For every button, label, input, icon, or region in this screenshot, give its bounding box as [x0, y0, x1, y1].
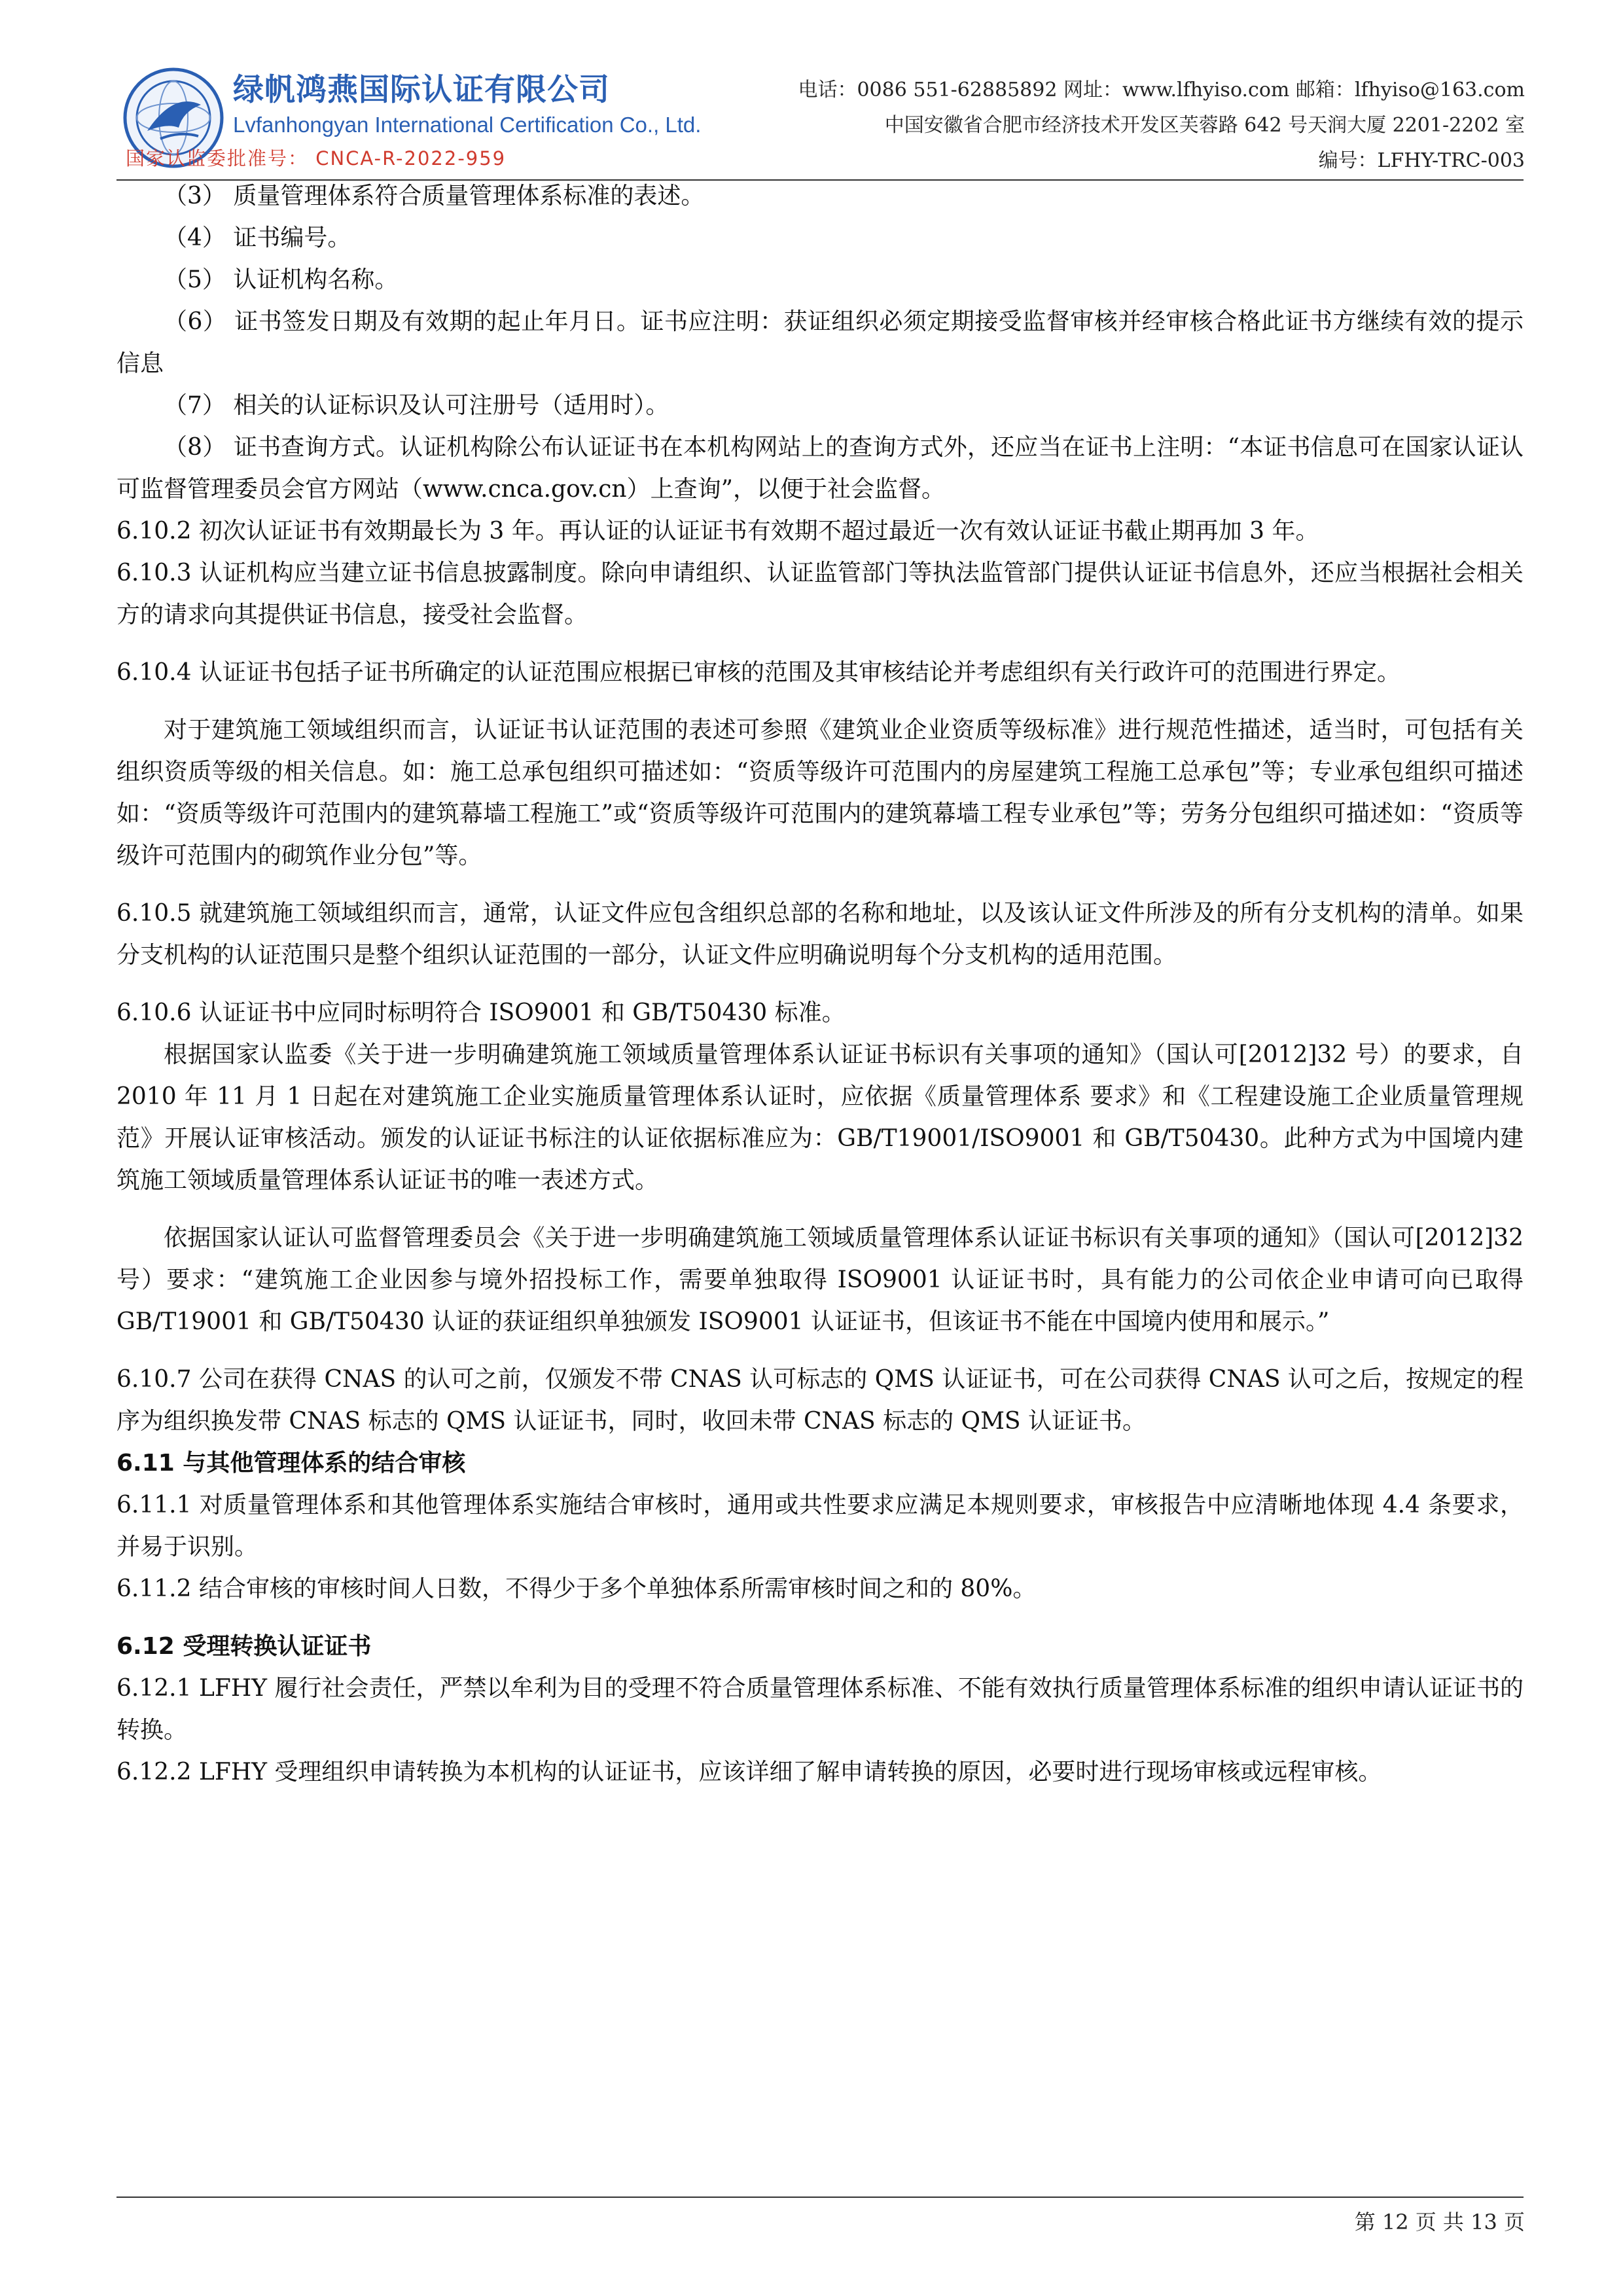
overseas-tender-paragraph: 依据国家认证认可监督管理委员会《关于进一步明确建筑施工领域质量管理体系认证证书标识有关事项的通知》（国认可[2012]32 号）要求：“建筑施工企业因参与境外招投标工作，需要单独取得 ISO9001 认证证书时，具有能力的公司依企业申请可向已取得 GB/T19001 和 GB/T50430 认证的获证组织单独颁发 ISO9001 认证证书，但该证书不能在中国境内使用和展示。” [116, 1225, 1524, 1335]
clause-6-10-2: 6.10.2 初次认证证书有效期最长为 3 年。再认证的认证证书有效期不超过最近一次有效认证证书截止期再加 3 年。 [116, 518, 1319, 545]
list-item-7: （7） 相关的认证标识及认可注册号（适用时）。 [164, 392, 669, 419]
document-number: 编号：LFHY-TRC-003 [1318, 149, 1525, 172]
section-heading-6-12: 6.12 受理转换认证证书 [116, 1633, 372, 1660]
section-heading-6-11: 6.11 与其他管理体系的结合审核 [116, 1450, 466, 1477]
contact-info: 电话：0086 551-62885892 网址：www.lfhyiso.com 邮箱：lfhyiso@163.com [798, 79, 1525, 101]
list-item-3: （3） 质量管理体系符合质量管理体系标准的表述。 [164, 183, 705, 209]
construction-scope-paragraph: 对于建筑施工领域组织而言，认证证书认证范围的表述可参照《建筑业企业资质等级标准》进行规范性描述，适当时，可包括有关组织资质等级的相关信息。如：施工总承包组织可描述如：“资质等级许可范围内的房屋建筑工程施工总承包”等；专业承包组织可描述如：“资质等级许可范围内的建筑幕墙工程施工”或“资质等级许可范围内的建筑幕墙工程专业承包”等；劳务分包组织可描述如：“资质等级许可范围内的砌筑作业分包”等。 [116, 717, 1524, 869]
list-item-6: （6） 证书签发日期及有效期的起止年月日。证书应注明：获证组织必须定期接受监督审核并经审核合格此证书方继续有效的提示信息 [116, 308, 1524, 377]
approval-number: 国家认监委批准号： CNCA-R-2022-959 [126, 147, 507, 170]
list-item-4: （4） 证书编号。 [164, 224, 351, 251]
clause-6-11-2: 6.11.2 结合审核的审核时间人日数，不得少于多个单独体系所需审核时间之和的 80%。 [116, 1575, 1037, 1602]
list-item-8: （8） 证书查询方式。认证机构除公布认证证书在本机构网站上的查询方式外，还应当在证书上注明：“本证书信息可在国家认证认可监督管理委员会官方网站（www.cnca.gov.cn）上查询”，以便于社会监督。 [116, 434, 1524, 503]
clause-6-10-5: 6.10.5 就建筑施工领域组织而言，通常，认证文件应包含组织总部的名称和地址，以及该认证文件所涉及的所有分支机构的清单。如果分支机构的认证范围只是整个组织认证范围的一部分，认证文件应明确说明每个分支机构的适用范围。 [116, 900, 1524, 969]
clause-6-11-1: 6.11.1 对质量管理体系和其他管理体系实施结合审核时，通用或共性要求应满足本规则要求，审核报告中应清晰地体现 4.4 条要求，并易于识别。 [116, 1492, 1524, 1560]
clause-6-10-4: 6.10.4 认证证书包括子证书所确定的认证范围应根据已审核的范围及其审核结论并考虑组织有关行政许可的范围进行界定。 [116, 659, 1400, 686]
clause-6-12-1: 6.12.1 LFHY 履行社会责任，严禁以牟利为目的受理不符合质量管理体系标准、不能有效执行质量管理体系标准的组织申请认证证书的转换。 [116, 1675, 1524, 1744]
company-name-cn: 绿帆鸿燕国际认证有限公司 [233, 72, 610, 108]
address: 中国安徽省合肥市经济技术开发区芙蓉路 642 号天润大厦 2201-2202 室 [884, 114, 1525, 137]
page-number: 第 12 页 共 13 页 [1354, 2210, 1525, 2234]
document-body [116, 175, 1524, 1793]
cnca-notice-paragraph: 根据国家认监委《关于进一步明确建筑施工领域质量管理体系认证证书标识有关事项的通知》（国认可[2012]32 号）的要求，自 2010 年 11 月 1 日起在对建筑施工企业实施质量管理体系认证时，应依据《质量管理体系 要求》和《工程建设施工企业质量管理规范》开展认证审核活动。颁发的认证证书标注的认证依据标准应为：GB/T19001/ISO9001 和 GB/T50430。此种方式为中国境内建筑施工领域质量管理体系认证证书的唯一表述方式。 [116, 1041, 1524, 1194]
clause-6-12-2: 6.12.2 LFHY 受理组织申请转换为本机构的认证证书，应该详细了解申请转换的原因，必要时进行现场审核或远程审核。 [116, 1759, 1382, 1785]
list-item-5: （5） 认证机构名称。 [164, 266, 399, 293]
footer-divider [116, 2197, 1524, 2198]
clause-6-10-7: 6.10.7 公司在获得 CNAS 的认可之前，仅颁发不带 CNAS 认可标志的 QMS 认证证书，可在公司获得 CNAS 认可之后，按规定的程序为组织换发带 CNAS 标志的 QMS 认证证书，同时，收回未带 CNAS 标志的 QMS 认证证书。 [116, 1366, 1524, 1435]
clause-6-10-6: 6.10.6 认证证书中应同时标明符合 ISO9001 和 GB/T50430 标准。 [116, 999, 846, 1026]
company-name-en: Lvfanhongyan International Certification Co., Ltd. [233, 113, 702, 137]
clause-6-10-3: 6.10.3 认证机构应当建立证书信息披露制度。除向申请组织、认证监管部门等执法监管部门提供认证证书信息外，还应当根据社会相关方的请求向其提供证书信息，接受社会监督。 [116, 560, 1524, 628]
